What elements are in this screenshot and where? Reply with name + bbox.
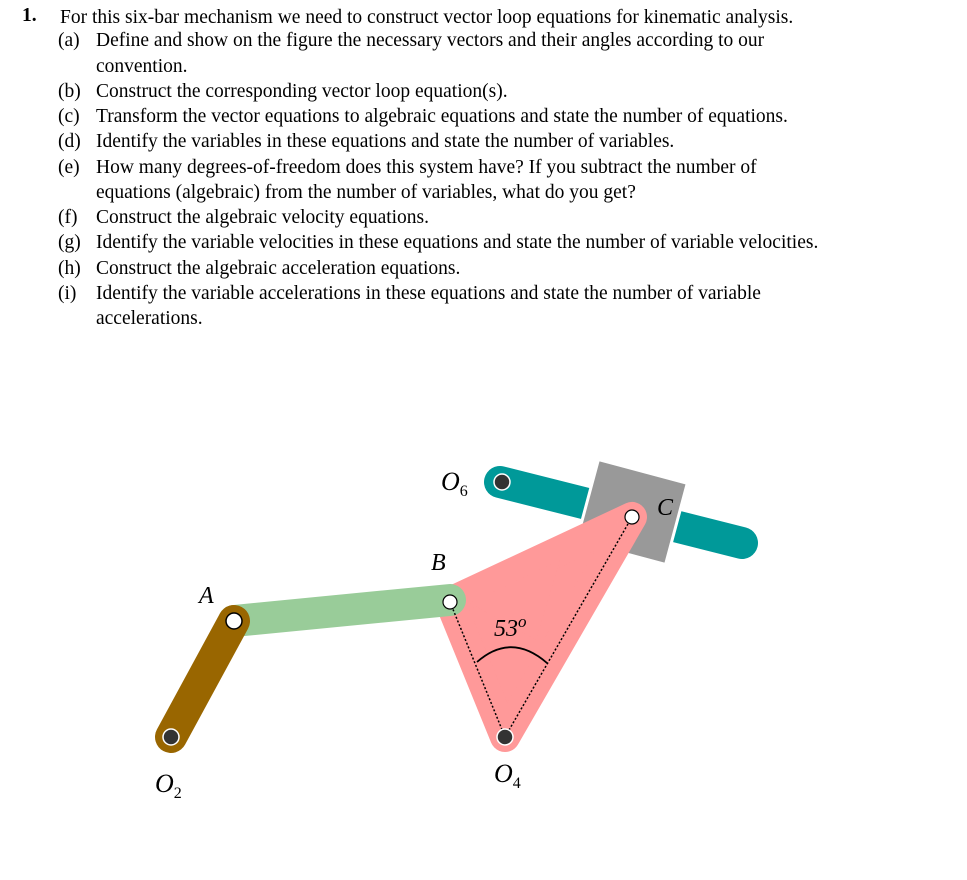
label-o2: $O_2$ (155, 769, 182, 802)
part-text: Transform the vector equations to algebraic equations and state the number of equations. (96, 106, 788, 127)
problem-intro: For this six-bar mechanism we need to construct vector loop equations for kinematic analysis. (60, 7, 794, 28)
part-label: (i) (58, 283, 77, 304)
part-text: Identify the variable accelerations in these equations and state the number of variable (96, 283, 761, 304)
part-text: convention. (96, 56, 188, 77)
part-text: equations (algebraic) from the number of variables, what do you get? (96, 182, 636, 203)
part-label: (a) (58, 30, 80, 51)
link-4 (450, 517, 632, 737)
pin-b-icon (443, 595, 457, 609)
pin-c-icon (625, 510, 639, 524)
label-o6: $O_6$ (441, 467, 468, 500)
part-label: (h) (58, 258, 81, 279)
label-o4: $O_4$ (494, 759, 521, 792)
link-3 (234, 600, 450, 621)
part-label: (b) (58, 81, 81, 102)
part-text: Identify the variables in these equations and state the number of variables. (96, 131, 675, 152)
label-angle: 53$^o$ (494, 612, 527, 642)
part-text: Construct the algebraic velocity equations. (96, 207, 430, 228)
part-text: Construct the algebraic acceleration equations. (96, 258, 461, 279)
link-2 (171, 621, 234, 737)
part-label: (g) (58, 232, 81, 253)
pin-o2-icon (163, 729, 179, 745)
part-text: Define and show on the figure the necessary vectors and their angles according to our (96, 30, 765, 51)
pin-o6-icon (494, 474, 510, 490)
part-text: How many degrees-of-freedom does this system have? If you subtract the number of (96, 157, 757, 178)
label-c: C (657, 495, 674, 521)
part-label: (d) (58, 131, 81, 152)
part-label: (f) (58, 207, 78, 228)
label-b: B (431, 550, 446, 576)
part-text: Construct the corresponding vector loop equation(s). (96, 81, 508, 102)
part-label: (e) (58, 157, 80, 178)
pin-o4-icon (497, 729, 513, 745)
part-text: Identify the variable velocities in these equations and state the number of variable velocities. (96, 232, 819, 253)
part-label: (c) (58, 106, 80, 127)
pin-a-icon (226, 613, 242, 629)
part-text: accelerations. (96, 308, 203, 329)
problem-number: 1. (22, 5, 37, 26)
label-a: A (199, 583, 214, 609)
